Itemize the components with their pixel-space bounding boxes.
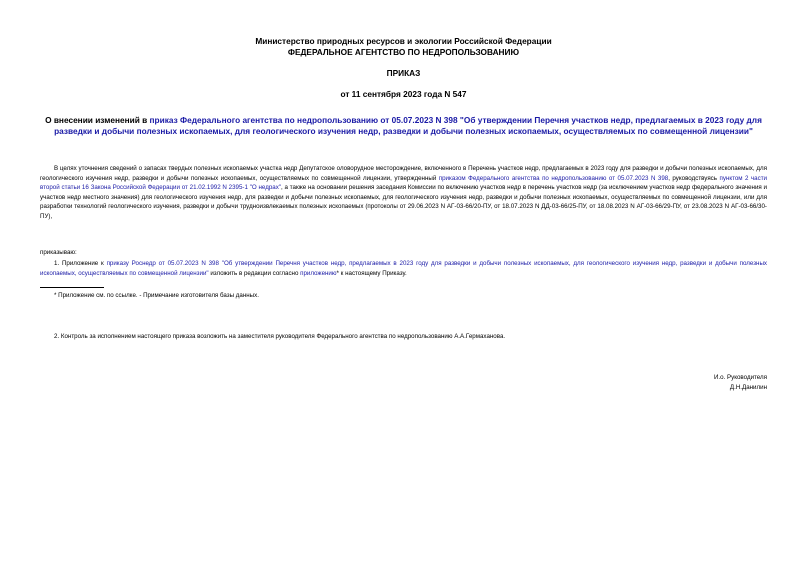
preamble-paragraph xyxy=(40,164,767,221)
item1-suffix: * к настоящему Приказу. xyxy=(336,269,407,277)
document-heading xyxy=(40,115,767,137)
preamble-link-law[interactable]: пунктом 2 части второй статьи 16 Закона Российской Федерации от 21.02.1992 N 2395-1 "О недрах" xyxy=(40,174,767,191)
signature-name: Д.Н.Данилин xyxy=(729,383,767,391)
item1-prefix: 1. Приложение к xyxy=(54,260,107,267)
order-word: приказываю: xyxy=(40,249,77,256)
preamble-text-2: , руководствуясь xyxy=(668,174,720,182)
heading-link[interactable]: приказ Федерального агентства по недропользованию от 05.07.2023 N 398 "Об утверждении Перечня участков недр, предлагаемых в 2023 году для разведки и добычи полезных ископаемых, для геологического изучения недр, разведки и добычи полезных ископаемых, осуществляемых по совмещенной лицензии" xyxy=(54,115,762,136)
item1-link-order[interactable]: приказу Роснедр от 05.07.2023 N 398 "Об утверждении Перечня участков недр, предлагаемых в 2023 году для разведки и добычи полезных ископаемых, для геологического изучения недр, разведки и добычи полезных ископаемых, осуществляемых по совмещенной лицензии" xyxy=(40,260,767,277)
preamble-text-1: В целях уточнения сведений о запасах твердых полезных ископаемых участка недр Депутатское оловорудное месторождение, включенного в Перечень участков недр, предлагаемых в 2023 году для разведки и добычи полезных ископаемых, для геологического изучения недр, разведки и добычи полезных ископаемых, осуществляемых по совмещенной лицензии, утвержденный xyxy=(40,165,767,182)
signature-position: И.о. Руководителя xyxy=(713,374,767,381)
agency-name: ФЕДЕРАЛЬНОЕ АГЕНТСТВО ПО НЕДРОПОЛЬЗОВАНИЮ xyxy=(287,47,520,57)
document-header xyxy=(0,36,807,58)
footnote-divider xyxy=(40,287,104,288)
signature-block xyxy=(714,373,767,392)
footnote: * Приложение см. по ссылке. - Примечание изготовителя базы данных. xyxy=(54,292,259,299)
ministry-name: Министерство природных ресурсов и экологии Российской Федерации xyxy=(255,36,552,46)
preamble-link-order[interactable]: приказом Федерального агентства по недропользованию от 05.07.2023 N 398 xyxy=(438,174,669,182)
preamble-text-3: , а также на основании решения заседания Комиссии по включению участков недр в перечень участков недр (за исключением участков недр федерального значения и участков недр местного значения) для геологического изучения недр, для разведки и добычи полезных ископаемых, для геологического изучения недр, разведки и добычи полезных ископаемых, осуществляемых по совмещенной лицензии, или для разработки технологий геологического изучения, разведки и добычи трудноизвлекаемых полезных ископаемых (протоколы от 29.06.2023 N АГ-03-66/20-ПУ, от 18.07.2023 N ДД-03-66/25-ПУ, от 18.08.2023 N АГ-03-66/29-ПУ, от 23.08.2023 N АГ-03-66/30-ПУ), xyxy=(40,184,767,220)
item1-link-appendix[interactable]: приложению xyxy=(300,269,337,277)
item1-middle: изложить в редакции согласно xyxy=(208,269,301,277)
heading-prefix: О внесении изменений в xyxy=(45,115,150,125)
order-item-2: 2. Контроль за исполнением настоящего приказа возложить на заместителя руководителя Федерального агентства по недропользованию А.А.Гермаханова. xyxy=(54,333,506,340)
document-type: ПРИКАЗ xyxy=(386,68,421,78)
order-item-1 xyxy=(40,259,767,278)
document-date: от 11 сентября 2023 года N 547 xyxy=(340,89,467,99)
